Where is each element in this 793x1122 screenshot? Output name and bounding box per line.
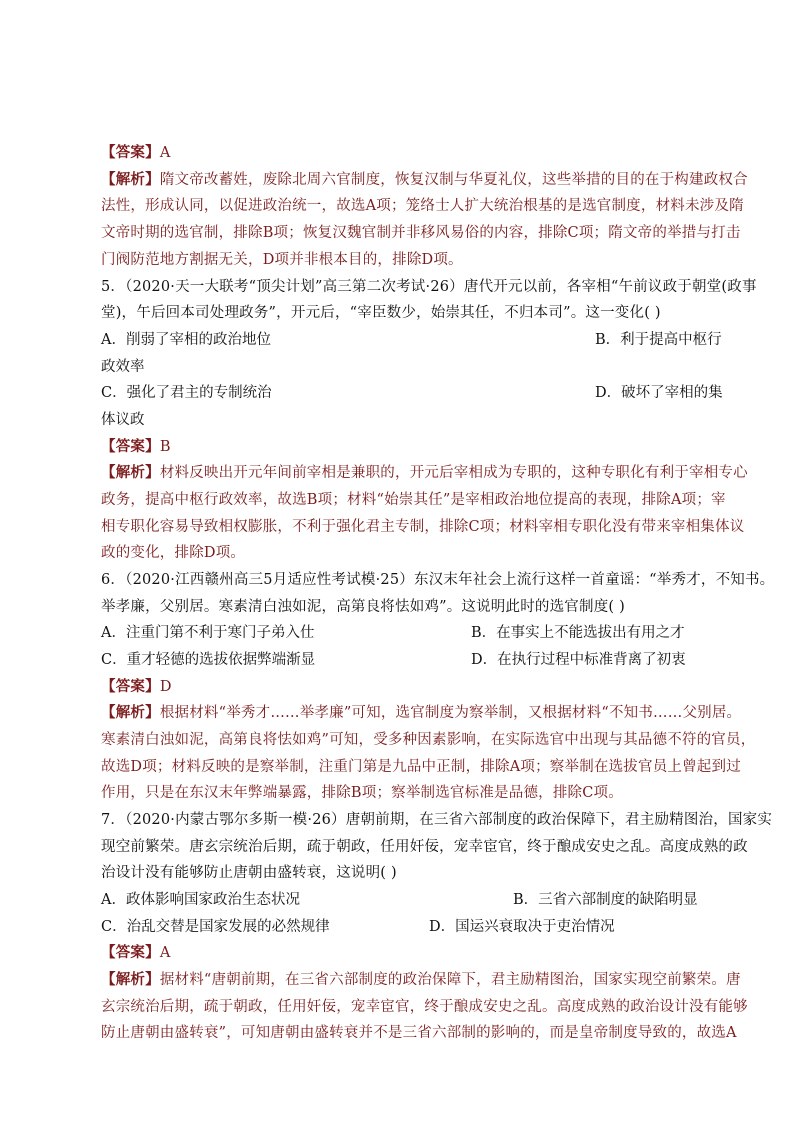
q7-option-a: A．政体影响国家政治生态状况 (101, 892, 300, 908)
q7-option-b: B．三省六部制度的缺陷明显 (513, 892, 698, 908)
answer-tag: 【答案】 (101, 144, 160, 161)
q6-option-c: C．重才轻德的选拔依据弊端渐显 (101, 652, 316, 668)
q5-option-c: C．强化了君主的专制统治 (101, 385, 272, 401)
q6-option-a: A．注重门第不利于寒门子弟入仕 (101, 625, 315, 641)
q6-stem-line-2: 举孝廉，父别居。寒素清白浊如泥，高第良将怯如鸡”。这说明此时的选官制度( ) (101, 599, 625, 615)
q5-stem-line-2: 堂)，午后回本司处理政务”，开元后，“宰臣数少，始崇其任，不归本司”。这一变化( ) (101, 305, 661, 321)
analysis-tag: 【解析】 (101, 171, 160, 188)
q4-analysis-line-2: 法性，形成认同，以促进政治统一，故选A项；笼络士人扩大统治根基的是选官制度，材料未涉及隋 (101, 198, 744, 214)
answer-value: A (159, 145, 171, 161)
q5-analysis-line-1 (101, 463, 748, 483)
answer-tag: 【答案】 (101, 678, 160, 695)
answer-value: A (159, 945, 171, 961)
q5-option-a: A．削弱了宰相的政治地位 (101, 332, 271, 348)
answer-tag: 【答案】 (101, 438, 160, 455)
analysis-tag: 【解析】 (101, 464, 160, 481)
q5-option-d-cont: 体议政 (101, 412, 145, 428)
q7-stem-line-3: 治设计没有能够防止唐朝由盛转衰，这说明( ) (101, 865, 397, 881)
q7-stem-line-1: 7．（2020·内蒙古鄂尔多斯一模·26）唐朝前期，在三省六部制度的政治保障下，君主励精图治，国家实 (101, 812, 773, 828)
q4-answer (101, 143, 170, 163)
q7-option-d: D．国运兴衰取决于吏治情况 (429, 919, 615, 935)
q5-analysis-line-3: 相专职化容易导致相权膨胀，不利于强化君主专制，排除C项；材料宰相专职化没有带来宰相集体议 (101, 519, 745, 535)
q7-answer (101, 943, 170, 963)
q5-analysis-line-2: 政务，提高中枢行政效率，故选B项；材料“始崇其任”是宰相政治地位提高的表现，排除A项；宰 (101, 492, 726, 508)
q5-option-b: B．利于提高中枢行 (595, 332, 722, 348)
analysis-text: 材料反映出开元年间前宰相是兼职的，开元后宰相成为专职的，这种专职化有利于宰相专心 (159, 465, 748, 481)
q4-analysis-line-4: 门阀防范地方割据无关，D项并非根本目的，排除D项。 (101, 252, 463, 268)
answer-value: D (159, 679, 172, 695)
q6-option-d: D．在执行过程中标准背离了初衷 (471, 652, 686, 668)
answer-value: B (159, 439, 171, 455)
q6-analysis-line-3: 故选D项；材料反映的是察举制，注重门第是九品中正制，排除A项；察举制在选拔官员上曾起到过 (101, 759, 741, 775)
answer-tag: 【答案】 (101, 944, 160, 961)
q6-analysis-line-2: 寒素清白浊如泥，高第良将怯如鸡”可知，受多种因素影响，在实际选官中出现与其品德不符的官员， (101, 732, 756, 748)
q7-analysis-line-1 (101, 970, 741, 990)
q6-analysis-line-4: 作用，只是在东汉末年弊端暴露，排除B项；察举制选官标准是品德，排除C项。 (101, 785, 623, 801)
q4-analysis-line-1 (101, 170, 748, 190)
analysis-tag: 【解析】 (101, 971, 160, 988)
q6-answer (101, 677, 172, 697)
q6-analysis-line-1 (101, 703, 741, 723)
q7-option-c: C．治乱交替是国家发展的必然规律 (101, 919, 330, 935)
q7-stem-line-2: 现空前繁荣。唐玄宗统治后期，疏于朝政，任用奸佞，宠幸宦官，终于酿成安史之乱。高度成熟的政 (101, 839, 748, 855)
analysis-text: 隋文帝改蓄姓，废除北周六官制度，恢复汉制与华夏礼仪，这些举措的目的在于构建政权合 (159, 172, 748, 188)
q7-analysis-line-3: 防止唐朝由盛转衰”，可知唐朝由盛转衰并不是三省六部制的影响的，而是皇帝制度导致的，故选A (101, 1025, 737, 1041)
analysis-text: 据材料“唐朝前期，在三省六部制度的政治保障下，君主励精图治，国家实现空前繁荣。唐 (159, 972, 741, 988)
q5-answer (101, 437, 171, 457)
q7-analysis-line-2: 玄宗统治后期，疏于朝政，任用奸佞，宠幸宦官，终于酿成安史之乱。高度成熟的政治设计没有能够 (101, 999, 748, 1015)
analysis-tag: 【解析】 (101, 704, 160, 721)
q6-stem-line-1: 6．（2020·江西赣州高三5月适应性考试模·25）东汉末年社会上流行这样一首童谣：“举秀才，不知书。 (101, 572, 775, 588)
q4-analysis-line-3: 文帝时期的选官制，排除B项；恢复汉魏官制并非移风易俗的内容，排除C项；隋文帝的举措与打击 (101, 225, 741, 241)
q6-option-b: B．在事实上不能选拔出有用之才 (471, 625, 685, 641)
q5-stem-line-1: 5．（2020·天一大联考“顶尖计划”高三第二次考试·26）唐代开元以前，各宰相“午前议政于朝堂(政事 (101, 279, 757, 295)
q5-option-b-cont: 政效率 (101, 359, 145, 375)
q5-option-d: D．破坏了宰相的集 (595, 385, 723, 401)
q5-analysis-line-4: 政的变化，排除D项。 (101, 545, 246, 561)
analysis-text: 根据材料“举秀才……举孝廉”可知，选官制度为察举制，又根据材料“不知书……父别居。 (159, 705, 742, 721)
